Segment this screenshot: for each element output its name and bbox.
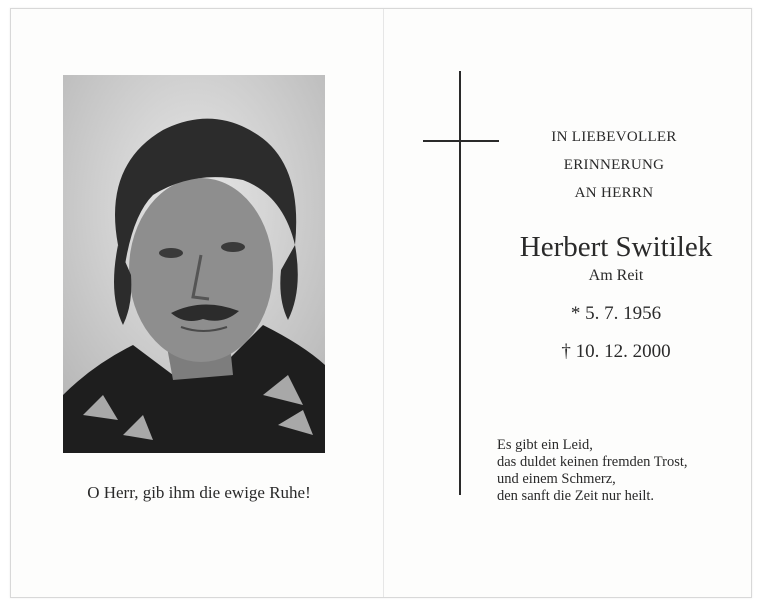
card-fold-line xyxy=(383,9,384,597)
cross-beam xyxy=(423,140,499,142)
dedication-line-1: IN LIEBEVOLLER xyxy=(551,129,677,145)
memorial-verse xyxy=(497,437,737,505)
verse-line: den sanft die Zeit nur heilt. xyxy=(497,488,655,504)
place-name: Am Reit xyxy=(588,267,644,284)
verse-line: und einem Schmerz, xyxy=(497,471,616,487)
latin-cross-icon xyxy=(459,71,461,495)
dedication-line-3: AN HERRN xyxy=(574,185,654,201)
birth-date: * 5. 7. 1956 xyxy=(570,303,662,324)
dedication-line-2: ERINNERUNG xyxy=(563,157,665,173)
verse-line: das duldet keinen fremden Trost, xyxy=(497,454,688,470)
memorial-card xyxy=(10,8,752,598)
photo-caption: O Herr, gib ihm die ewige Ruhe! xyxy=(87,483,311,502)
death-date: † 10. 12. 2000 xyxy=(561,341,671,362)
portrait-photo xyxy=(63,75,325,453)
verse-line: Es gibt ein Leid, xyxy=(497,437,593,453)
deceased-name: Herbert Switilek xyxy=(519,231,713,263)
